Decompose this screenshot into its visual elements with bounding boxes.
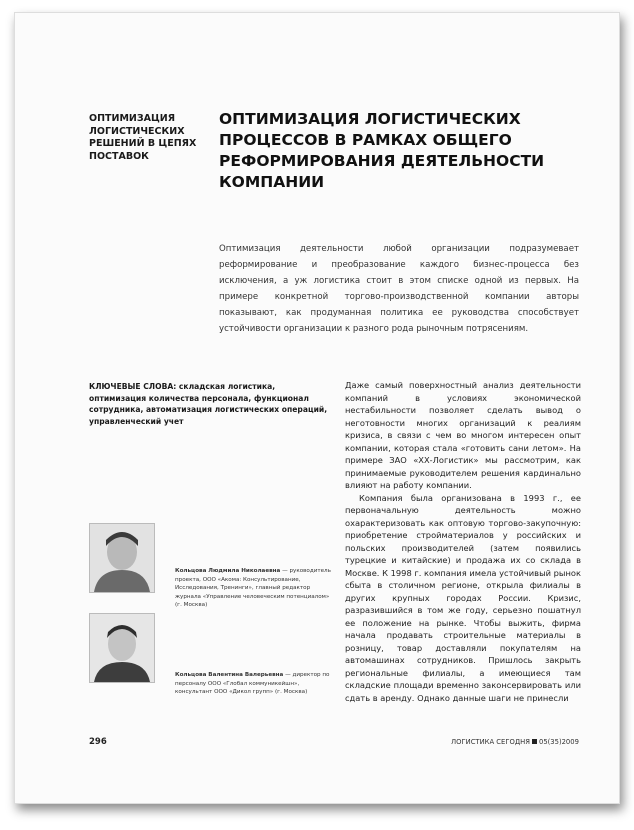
article-title: ОПТИМИЗАЦИЯ ЛОГИСТИЧЕСКИХ ПРОЦЕССОВ В РАМКАХ ОБЩЕГО РЕФОРМИРОВАНИЯ ДЕЯТЕЛЬНОСТИ КОМПАНИИ bbox=[219, 110, 545, 191]
issue-number: 05(35)2009 bbox=[539, 738, 579, 746]
portrait-icon bbox=[90, 614, 154, 682]
author-name: Кольцова Валентина Валерьевна bbox=[175, 672, 284, 678]
author-name: Кольцова Людмила Николаевна bbox=[175, 568, 281, 574]
author-photo bbox=[89, 523, 155, 593]
author-caption-1 bbox=[175, 567, 335, 610]
author-caption-2 bbox=[175, 671, 335, 697]
square-separator-icon bbox=[532, 739, 537, 744]
body-paragraph: Даже самый поверхностный анализ деятельности компаний в условиях экономической нестабильности позволяет сделать вывод о неготовности многих организаций к реалиям кризиса, в связи с чем во многом интересен опыт компании, которая стала «готовить сани летом». На примере ЗАО «ХХ-Логистик» мы рассмотрим, как принимаемые руководителем решения кардинально влияют на работу компании. bbox=[345, 380, 581, 490]
keywords: КЛЮЧЕВЫЕ СЛОВА: складская логистика, оптимизация количества персонала, функционал сотрудника, автоматизация логистических операций, управленческий учет bbox=[89, 382, 328, 426]
page-number: 296 bbox=[89, 737, 107, 747]
body-paragraph: Компания была организована в 1993 г., ее первоначальную деятельность можно охарактеризовать как оптовую торгово-закупочную: приобретение стройматериалов у российских и польских производителей (затем появились турецкие и китайские) и продажа их со склада в Москве. К 1998 г. компания имела устойчивый рынок сбыта в столичном регионе, открыла филиалы в других крупных городах России. Кризис, разразившийся в том же году, серьезно пошатнул ее положение на рынке. Чтобы выжить, фирма начала продавать строительные материалы в розницу, товар доставляли покупателям на автомашинах сотрудников. Пришлось закрыть региональные филиалы, а имеющиеся там складские площади временно законсервировать или сдать в аренду. Однако данные шаги не принесли bbox=[345, 492, 581, 703]
author-description: — руководитель проекта, ООО «Акома: Консультирование, Исследования, Тренинги», главный редактор журнала «Управление человеческим потенциалом» (г. Москва) bbox=[175, 568, 331, 608]
article-body bbox=[345, 379, 581, 704]
magazine-page bbox=[14, 12, 620, 804]
footer-journal bbox=[451, 738, 579, 746]
article-lead: Оптимизация деятельности любой организации подразумевает реформирование и преобразование каждого бизнес-процесса без исключения, а уж логистика стоит в этом списке одной из первых. На примере конкретной торгово-производственной компании авторы показывают, как продуманная политика ее руководства способствует устойчивости организации к разного рода рыночным потрясениям. bbox=[219, 244, 579, 334]
section-tag: ОПТИМИЗАЦИЯ ЛОГИСТИЧЕСКИХ РЕШЕНИЙ В ЦЕПЯХ ПОСТАВОК bbox=[89, 113, 197, 162]
portrait-icon bbox=[90, 524, 154, 592]
author-photo bbox=[89, 613, 155, 683]
journal-name: ЛОГИСТИКА СЕГОДНЯ bbox=[451, 738, 530, 746]
author-description: — директор по персоналу ООО «Глобал коммуникейшн», консультант ООО «Дикол групп» (г. Москва) bbox=[175, 672, 330, 695]
